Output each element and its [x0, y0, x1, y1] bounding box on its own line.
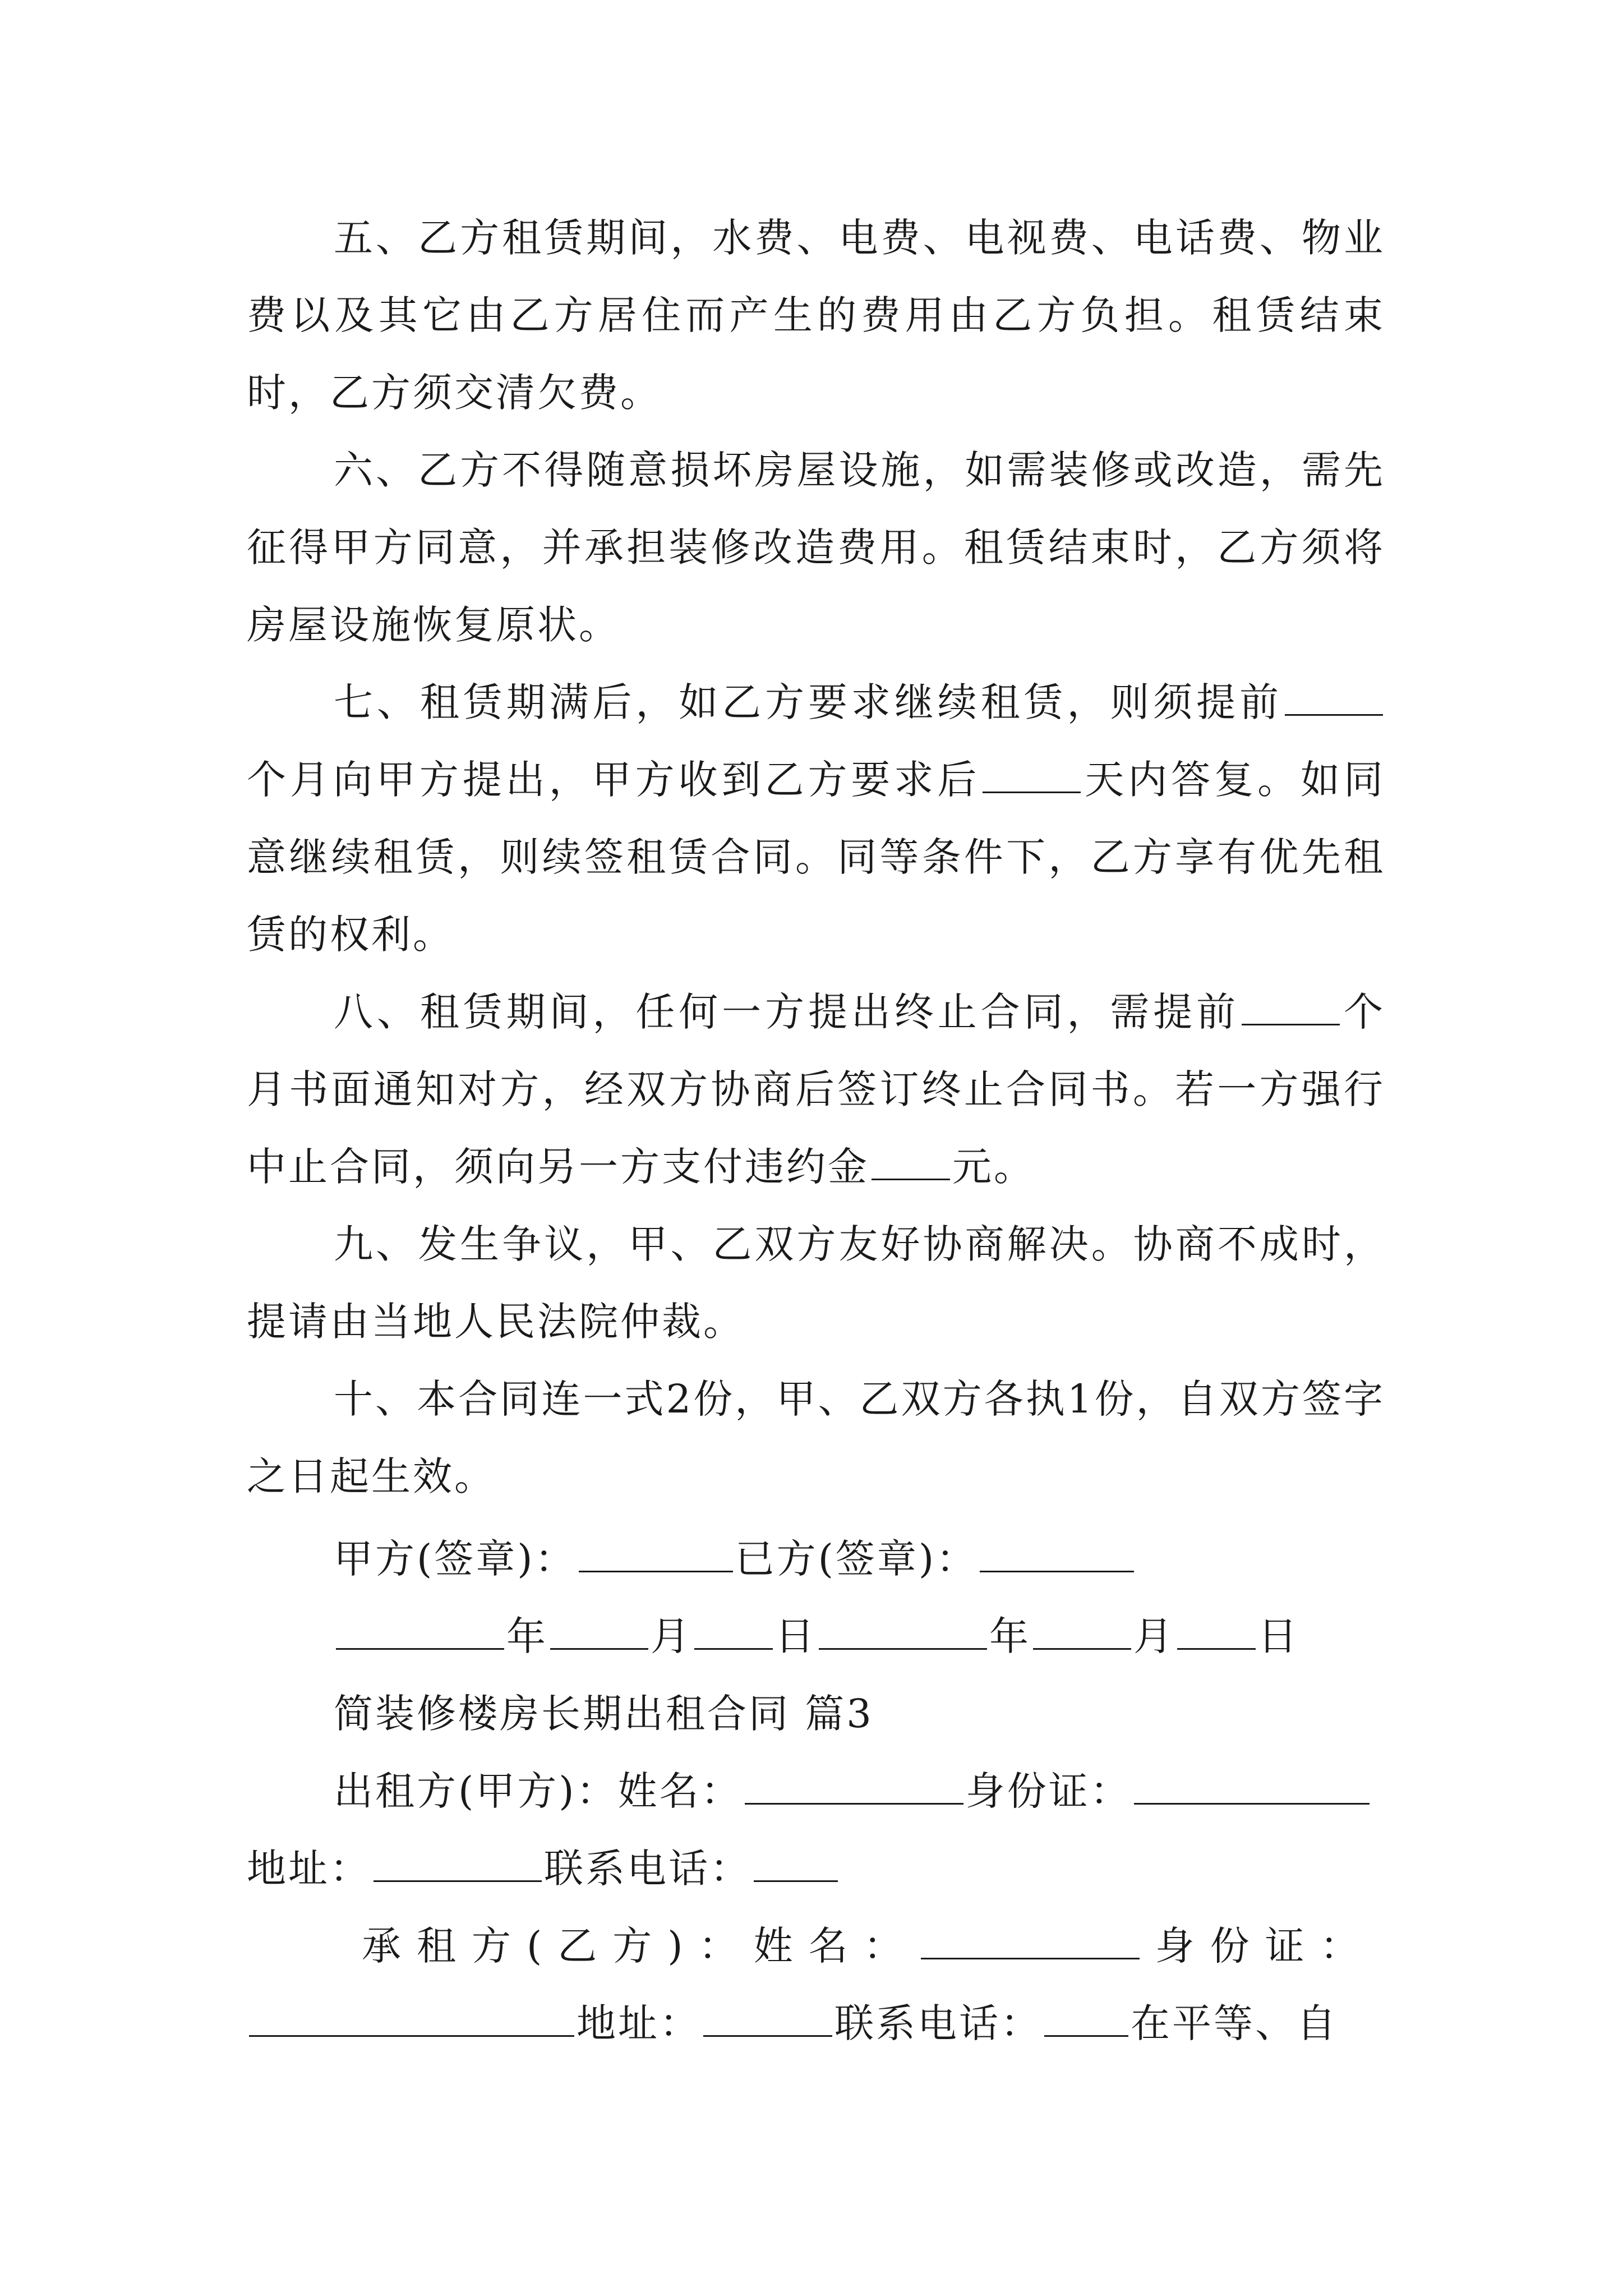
fill-blank	[249, 2001, 574, 2037]
fill-blank	[1285, 680, 1383, 716]
fill-blank	[819, 1614, 987, 1650]
day-label-2: 日	[1258, 1613, 1299, 1659]
clause-8-part-1: 八、租赁期间，任何一方提出终止合同，需提前	[334, 989, 1240, 1035]
lessee-phone-label: 联系电话：	[834, 2000, 1042, 2046]
lessor-id-label: 身份证：	[965, 1768, 1132, 1814]
clause-7	[247, 664, 1385, 973]
lessee-id-label: 身份证：	[1155, 1923, 1375, 1969]
clause-7-part-3: 天内答复。如同意继续租赁，则续签租赁合同。同等条件下，乙方享有优先租赁的权利。	[247, 757, 1386, 958]
fill-blank	[921, 1924, 1140, 1959]
lessor-name-label: 出租方(甲方)：姓名：	[334, 1768, 743, 1814]
fill-blank	[1242, 990, 1340, 1025]
clause-7-part-1: 七、租赁期满后，如乙方要求继续租赁，则须提前	[334, 679, 1283, 725]
lessee-row	[247, 1907, 1385, 1985]
fill-blank	[872, 1145, 950, 1180]
clause-8-part-2: 个月书面通知对方，经双方协商后签订终止合同书。若一方强行中止合同，须向另一方支付违约金	[247, 989, 1386, 1190]
fill-blank	[550, 1614, 648, 1650]
lessee-address-label: 地址：	[577, 2000, 701, 2046]
fill-blank	[1044, 2001, 1128, 2037]
lessor-address-label: 地址：	[247, 1846, 371, 1892]
section-heading-text: 简装修楼房长期出租合同 篇3	[334, 1691, 874, 1737]
lessor-address-row	[247, 1830, 1385, 1907]
year-label: 年	[506, 1613, 548, 1659]
party-a-sign-label: 甲方(签章)：	[334, 1536, 577, 1582]
month-label-2: 月	[1133, 1613, 1175, 1659]
year-label-2: 年	[989, 1613, 1031, 1659]
fill-blank	[980, 1537, 1134, 1572]
fill-blank	[745, 1769, 963, 1805]
section-heading	[247, 1675, 1385, 1752]
clause-9: 九、发生争议，甲、乙双方友好协商解决。协商不成时，提请由当地人民法院仲裁。	[247, 1221, 1385, 1345]
fill-blank	[1134, 1769, 1370, 1805]
fill-blank	[579, 1537, 733, 1572]
clause-10: 十、本合同连一式2份，甲、乙双方各执1份，自双方签字之日起生效。	[247, 1376, 1385, 1499]
lessor-row	[247, 1752, 1385, 1830]
fill-blank	[1033, 1614, 1131, 1650]
fill-blank	[1177, 1614, 1256, 1650]
fill-blank	[336, 1614, 504, 1650]
lessor-phone-label: 联系电话：	[544, 1846, 751, 1892]
lessee-address-row	[247, 1985, 1385, 2062]
fill-blank	[374, 1847, 542, 1882]
day-label: 日	[775, 1613, 817, 1659]
fill-blank	[694, 1614, 773, 1650]
continuation-text: 在平等、自	[1131, 2000, 1338, 2046]
fill-blank	[703, 2001, 832, 2037]
clause-7-part-2: 个月向甲方提出，甲方收到乙方要求后	[247, 757, 981, 803]
clause-8-part-3: 元。	[952, 1144, 1035, 1190]
lessee-name-label: 承租方(乙方)：姓名：	[362, 1923, 919, 1969]
party-b-sign-label: 已方(签章)：	[735, 1536, 978, 1582]
fill-blank	[754, 1847, 838, 1882]
clause-5: 五、乙方租赁期间，水费、电费、电视费、电话费、物业费以及其它由乙方居住而产生的费用由乙方负担。租赁结束时，乙方须交清欠费。	[247, 215, 1385, 416]
month-label: 月	[651, 1613, 692, 1659]
date-row	[247, 1598, 1385, 1675]
fill-blank	[983, 758, 1081, 793]
clause-8	[247, 973, 1385, 1205]
contract-clauses	[247, 199, 1385, 1515]
signature-row	[247, 1520, 1385, 1598]
clause-6: 六、乙方不得随意损坏房屋设施，如需装修或改造，需先征得甲方同意，并承担装修改造费用。租赁结束时，乙方须将房屋设施恢复原状。	[247, 447, 1385, 648]
